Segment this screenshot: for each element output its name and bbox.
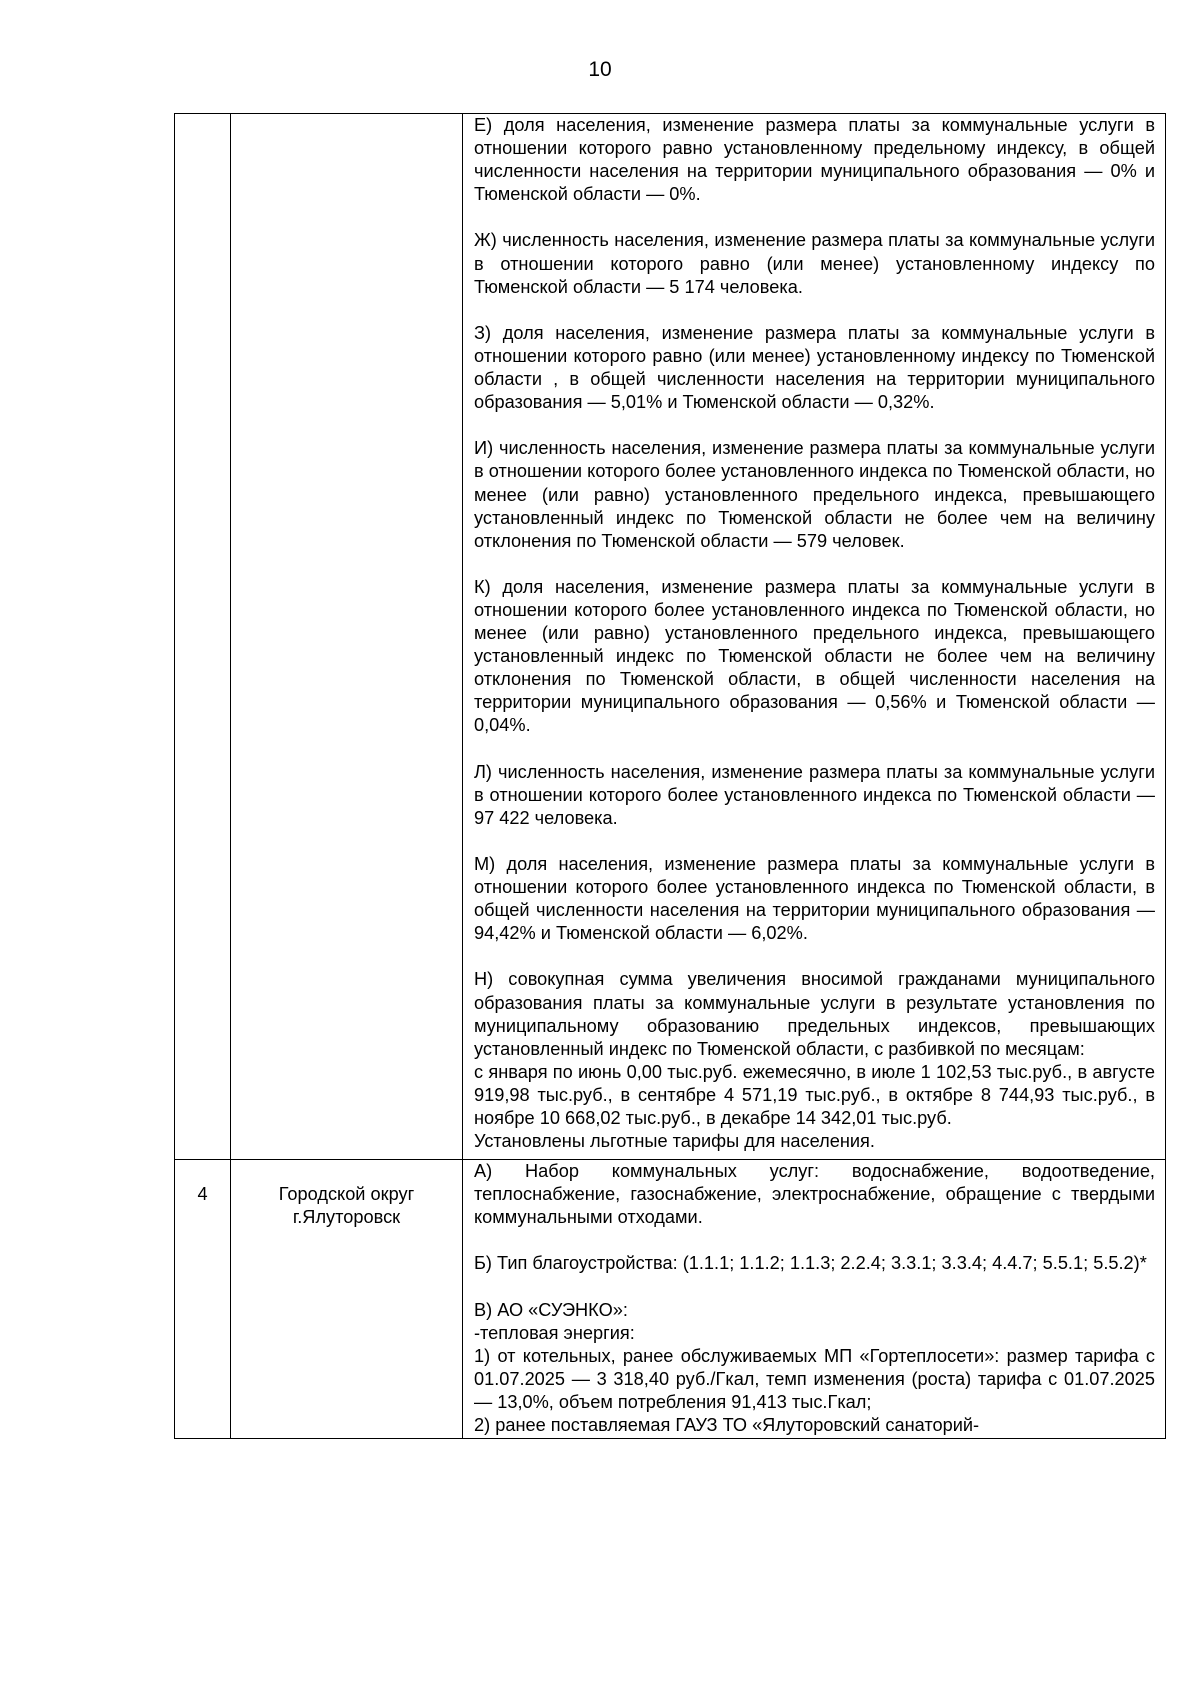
paragraph-v-heat: -тепловая энергия: [474,1322,635,1343]
document-table [174,113,1166,1439]
table-row [175,114,1166,1160]
paragraph-l: Л) численность населения, изменение размера платы за коммунальные услуги в отношении которого более установленного индекса по Тюменской области — 97 422 человека. [474,761,1155,828]
paragraph-zh: Ж) численность населения, изменение размера платы за коммунальные услуги в отношении которого равно (или менее) установленному индексу по Тюменской области — 5 174 человека. [474,230,1155,297]
paragraph-z: З) доля населения, изменение размера платы за коммунальные услуги в отношении которого равно (или менее) установленному индексу по Тюменской области , в общей численности населения на территории муниципального образования — 5,01% и Тюменской области — 0,32%. [474,322,1155,413]
paragraph-n-note: Установлены льготные тарифы для населения. [474,1131,875,1152]
paragraph-i: И) численность населения, изменение размера платы за коммунальные услуги в отношении которого более установленного индекса по Тюменской области, но менее (или равно) установленного предельного индекса, превышающего установленный индекс по Тюменской области не более чем на величину отклонения по Тюменской области — 579 человек. [474,438,1155,551]
indicators-cell [463,1160,1166,1439]
paragraph-m: М) доля населения, изменение размера платы за коммунальные услуги в отношении которого более установленного индекса по Тюменской области, в общей численности населения на территории муниципального образования — 94,42% и Тюменской области — 6,02%. [474,854,1155,944]
paragraph-n [474,968,1155,1153]
paragraph-e: Е) доля населения, изменение размера платы за коммунальные услуги в отношении которого равно установленному предельному индексу, в общей численности населения на территории муниципального образования — 0% и Тюменской области — 0%. [474,115,1155,205]
paragraph-n-intro: Н) совокупная сумма увеличения вносимой гражданами муниципального образования платы за коммунальные услуги в результате установления по муниципальному образованию предельных индексов, превышающих установленный индекс по Тюменской области, с разбивкой по месяцам: [474,969,1155,1059]
indicators-cell [463,114,1166,1160]
paragraph-b: Б) Тип благоустройства: (1.1.1; 1.1.2; 1.1.3; 2.2.4; 3.3.1; 3.3.4; 4.4.7; 5.5.1; 5.5.2)* [474,1253,1147,1274]
paragraph-a: А) Набор коммунальных услуг: водоснабжение, водоотведение, теплоснабжение, газоснабжение, электроснабжение, обращение с твердыми коммунальными отходами. [474,1161,1155,1228]
paragraph-n-months: с января по июнь 0,00 тыс.руб. ежемесячно, в июле 1 102,53 тыс.руб., в августе 919,98 тыс.руб., в сентябре 4 571,19 тыс.руб., в октябре 8 744,93 тыс.руб., в ноябре 10 668,02 тыс.руб., в декабре 14 342,01 тыс.руб. [474,1061,1155,1129]
table-row [175,1160,1166,1439]
municipality-cell [231,114,463,1160]
page-number: 10 [588,58,612,81]
paragraph-v-supplier: В) АО «СУЭНКО»: [474,1299,628,1320]
paragraph-k: К) доля населения, изменение размера платы за коммунальные услуги в отношении которого более установленного индекса по Тюменской области, но менее (или равно) установленного предельного индекса, превышающего установленный индекс по Тюменской области не более чем на величину отклонения по Тюменской области, в общей численности населения на территории муниципального образования — 0,56% и Тюменской области — 0,04%. [474,576,1155,736]
row-number-cell [175,114,231,1160]
paragraph-v [474,1299,1155,1438]
paragraph-v-item-2: 2) ранее поставляемая ГАУЗ ТО «Ялуторовский санаторий- [474,1415,980,1436]
paragraph-v-item-1: 1) от котельных, ранее обслуживаемых МП «Гортеплосети»: размер тарифа с 01.07.2025 — 3 318,40 руб./Гкал, темп изменения (роста) тарифа с 01.07.2025 — 13,0%, объем потребления 91,413 тыс.Гкал; [474,1345,1155,1412]
municipality-cell: Городской округ г.Ялуторовск [231,1160,463,1439]
row-number-cell: 4 [175,1160,231,1439]
